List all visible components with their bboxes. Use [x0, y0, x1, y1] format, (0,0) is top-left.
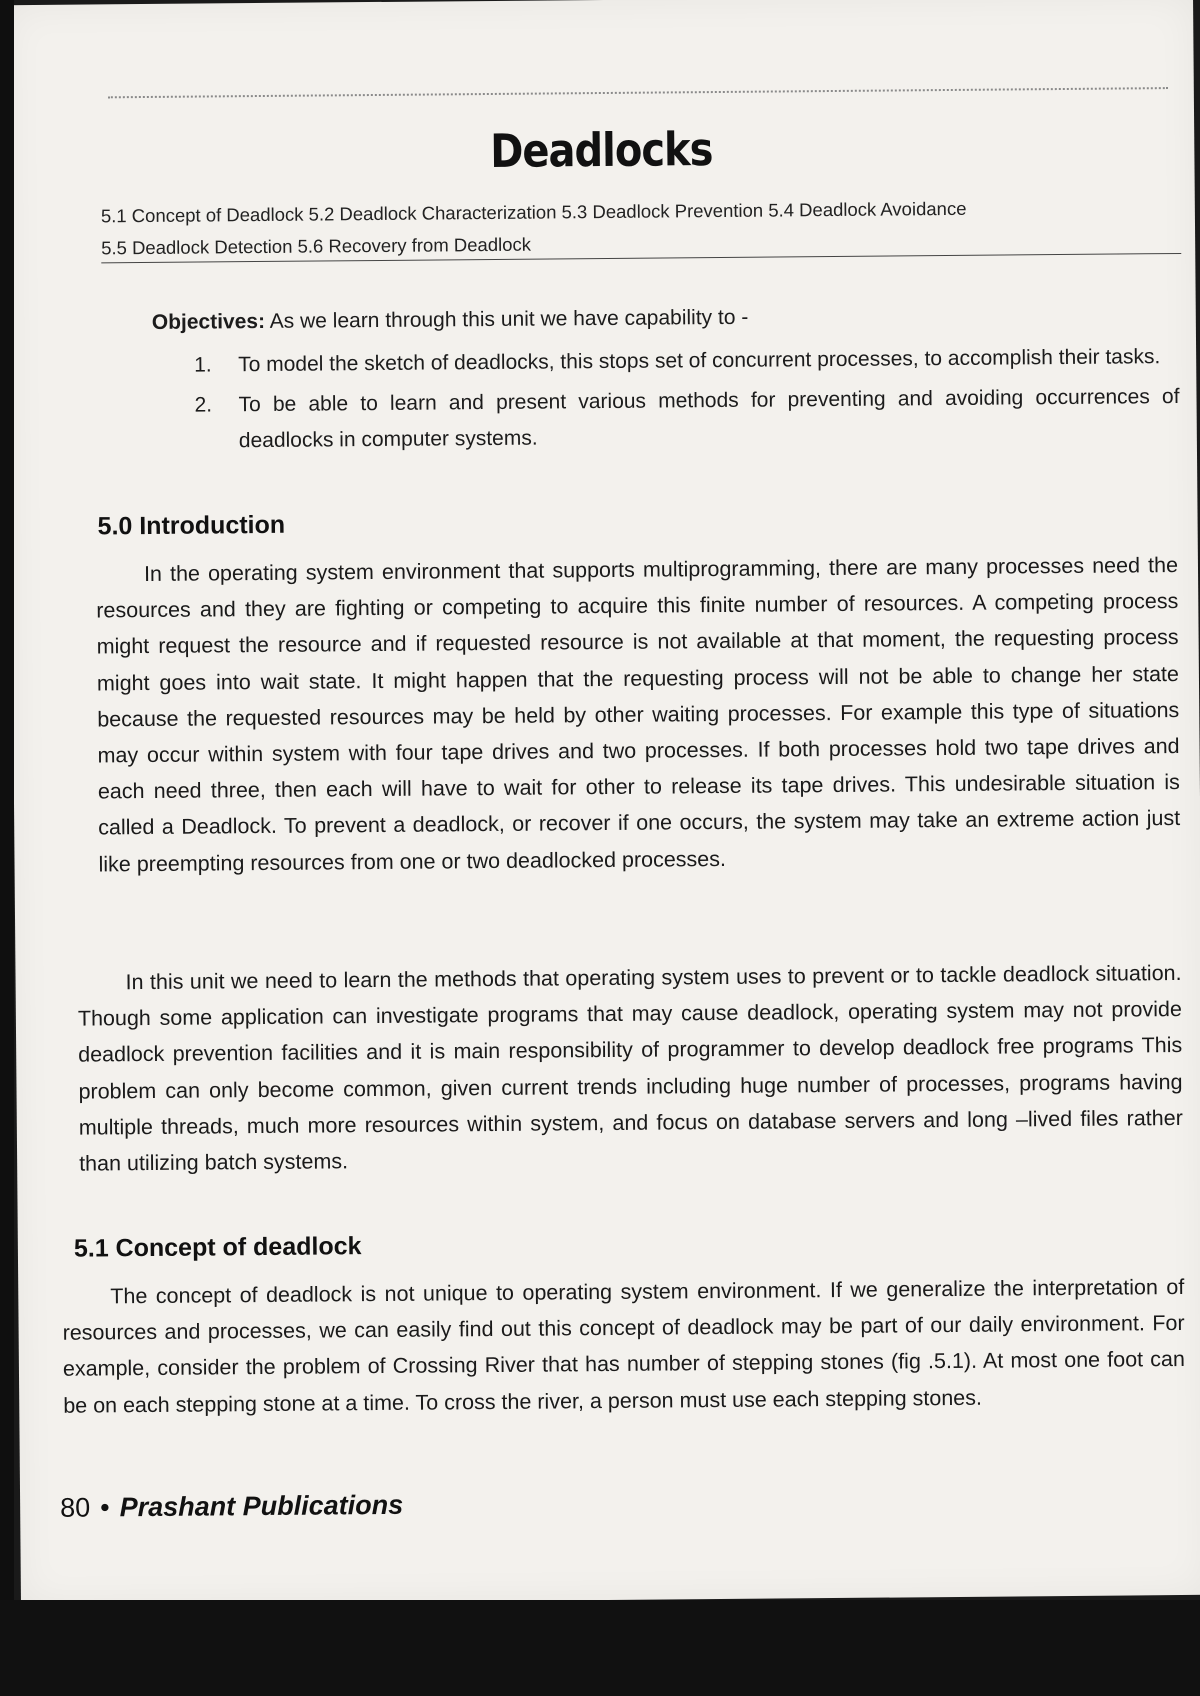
- objective-item: [194, 339, 1179, 384]
- header-dotted-rule: [108, 87, 1168, 98]
- objectives-intro: [152, 297, 1182, 340]
- publisher-name: Prashant Publications: [119, 1489, 404, 1523]
- objective-text: To model the sketch of deadlocks, this stops set of concurrent processes, to accomplish their tasks.: [238, 345, 1161, 377]
- scan-bottom-border: [0, 1600, 1200, 1696]
- concept-paragraph-1: The concept of deadlock is not unique to operating system environment. If we generalize the interpretation of resources and processes, we can easily find out this concept of deadlock may be part of our daily environment. For example, consider the problem of Crossing River that has number of stepping stones (fig .5.1). At most one foot can be on each stepping stone at a time. To cross the river, a person must use each stepping stones.: [62, 1274, 1186, 1418]
- objective-number: 1.: [194, 353, 212, 377]
- objective-item: [194, 379, 1180, 460]
- contents-line-2: 5.5 Deadlock Detection 5.6 Recovery from Deadlock: [101, 233, 532, 259]
- objectives-intro-text: As we learn through this unit we have capability to -: [269, 305, 749, 333]
- scan-left-edge: [0, 0, 14, 1600]
- objective-text: To be able to learn and present various methods for preventing and avoiding occurrences of deadlocks in computer systems.: [238, 384, 1180, 453]
- page-footer: [60, 1490, 403, 1524]
- book-page: [7, 0, 1200, 1605]
- objectives-label: Objectives:: [151, 309, 266, 334]
- introduction-paragraph-1: In the operating system environment that supports multiprogramming, there are many processes need the resources and they are fighting or competing to acquire this finite number of resources. A competing process might request the resource and if requested resource is not available at that moment, the requesting process might goes into wait state. It might happen that the requesting process will not be able to change her state because the requested resources may be held by other waiting processes. For example this type of situations may occur within system with four tape drives and two processes. If both processes hold two tape drives and each need three, then each will have to wait for other to release its tape drives. This undesirable situation is called a Deadlock. To prevent a deadlock, or recover if one occurs, the system may take an extreme action just like preempting resources from one or two deadlocked processes.: [96, 553, 1181, 877]
- page-number: 80: [60, 1492, 91, 1523]
- objective-number: 2.: [194, 393, 213, 417]
- contents-line-1: 5.1 Concept of Deadlock 5.2 Deadlock Characterization 5.3 Deadlock Prevention 5.4 Deadlock Avoidance: [100, 197, 967, 227]
- footer-bullet: •: [100, 1492, 110, 1523]
- objectives-list: [194, 339, 1180, 464]
- introduction-heading: 5.0 Introduction: [97, 510, 286, 541]
- introduction-paragraph-2: In this unit we need to learn the methods that operating system uses to prevent or to tackle deadlock situation. Though some application can investigate programs that may cause deadlock, operating system may not provide deadlock prevention facilities and it is main responsibility of programmer to develop deadlock free programs This problem can only become common, given current trends including huge number of processes, programs having multiple threads, much more resources within system, and focus on database servers and long –lived files rather than utilizing batch systems.: [77, 960, 1183, 1176]
- chapter-title: Deadlocks: [489, 123, 713, 179]
- concept-heading: 5.1 Concept of deadlock: [73, 1232, 362, 1263]
